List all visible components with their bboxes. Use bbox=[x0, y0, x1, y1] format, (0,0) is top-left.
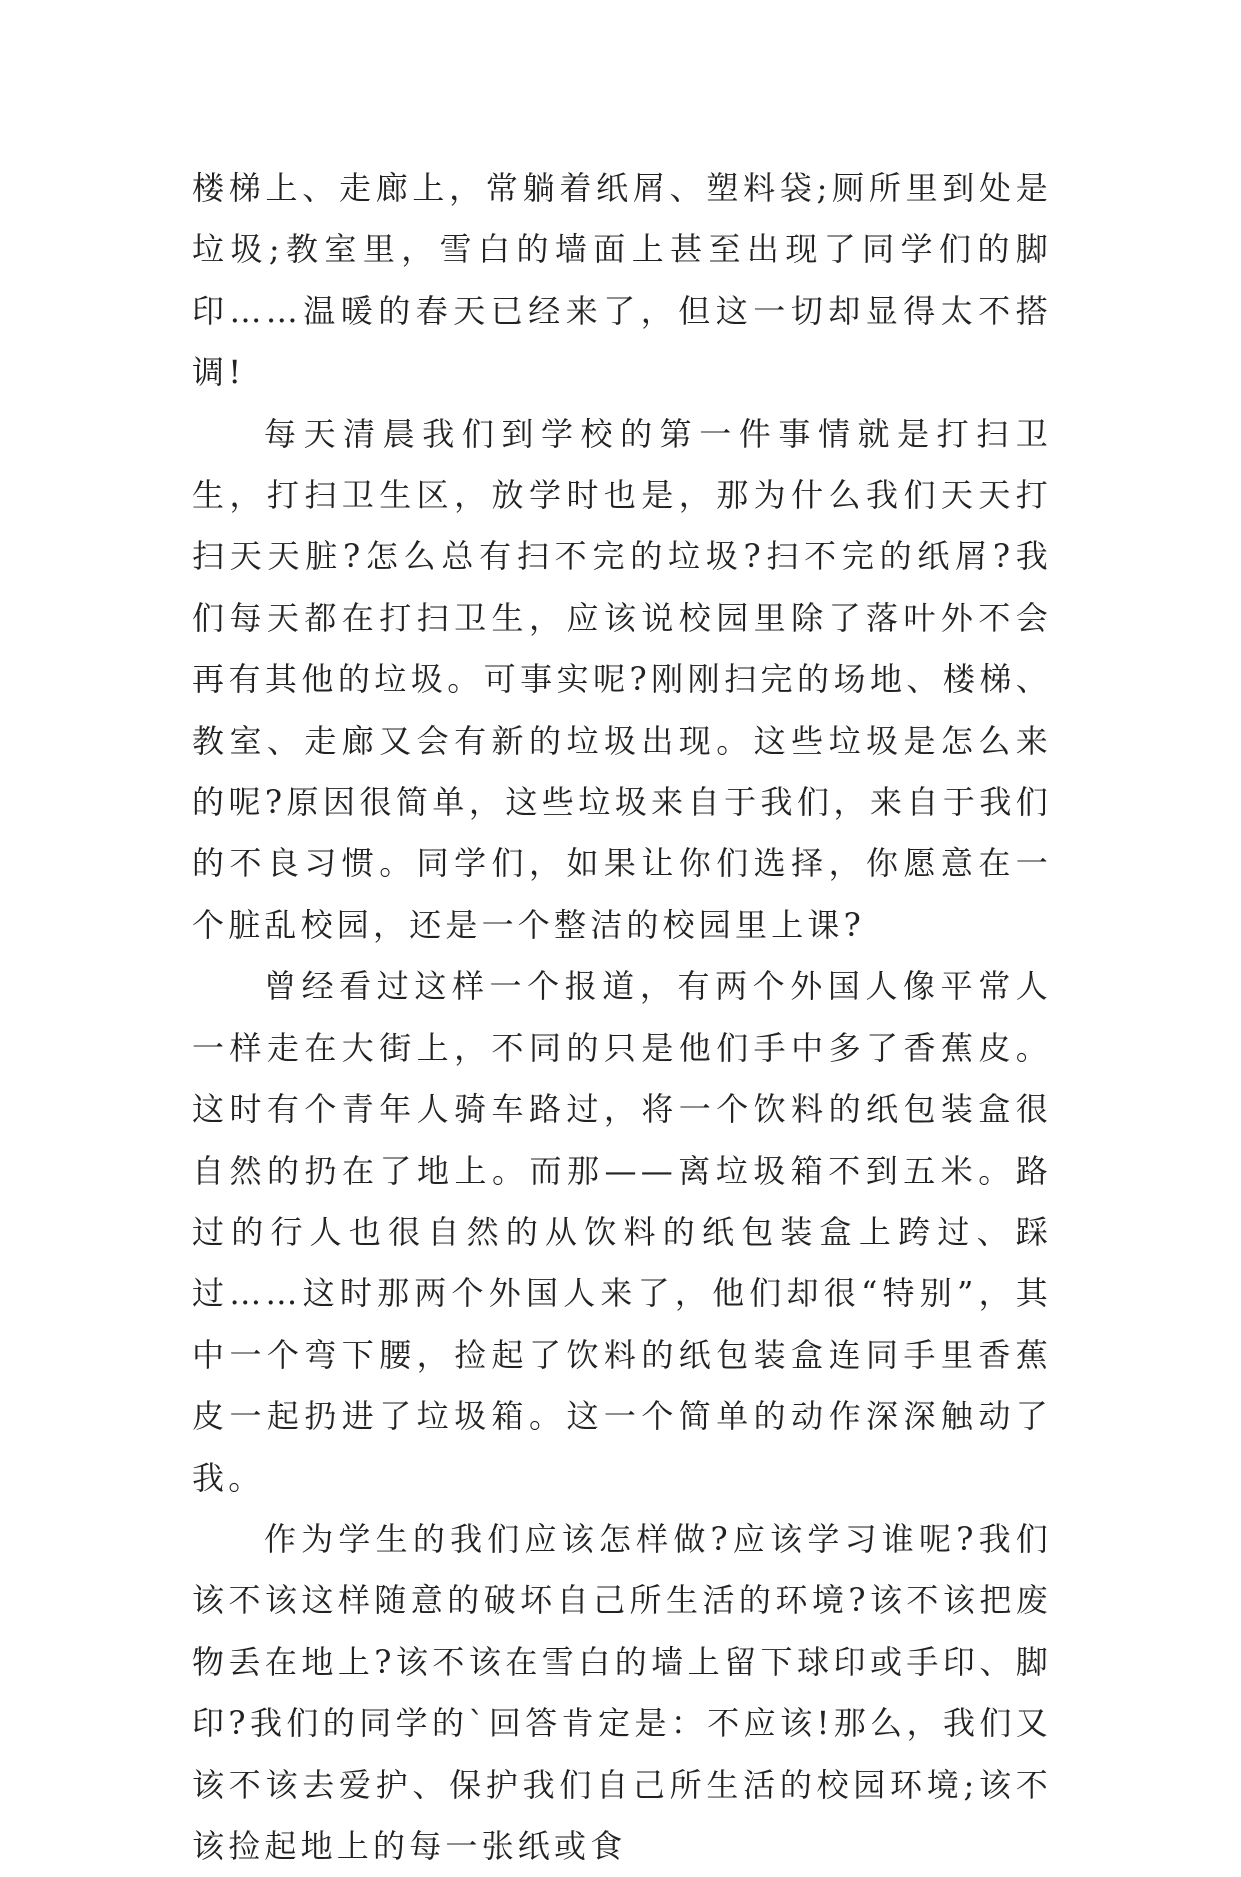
paragraph-4: 作为学生的我们应该怎样做?应该学习谁呢?我们该不该这样随意的破坏自己所生活的环境?该不该把废物丢在地上?该不该在雪白的墙上留下球印或手印、脚印?我们的同学的`回答肯定是：不应该!那么，我们又该不该去爱护、保护我们自己所生活的校园环境;该不该捡起地上的每一张纸或食 bbox=[192, 1519, 1052, 1865]
body-text bbox=[192, 158, 1052, 1877]
paragraph-1: 楼梯上、走廊上，常躺着纸屑、塑料袋;厕所里到处是垃圾;教室里，雪白的墙面上甚至出现了同学们的脚印……温暖的春天已经来了，但这一切却显得太不搭调! bbox=[192, 169, 1052, 392]
paragraph-3: 曾经看过这样一个报道，有两个外国人像平常人一样走在大街上，不同的只是他们手中多了香蕉皮。这时有个青年人骑车路过，将一个饮料的纸包装盒很自然的扔在了地上。而那——离垃圾箱不到五米。路过的行人也很自然的从饮料的纸包装盒上跨过、踩过……这时那两个外国人来了，他们却很“特别”，其中一个弯下腰，捡起了饮料的纸包装盒连同手里香蕉皮一起扔进了垃圾箱。这一个简单的动作深深触动了我。 bbox=[192, 967, 1052, 1497]
paragraph-2: 每天清晨我们到学校的第一件事情就是打扫卫生，打扫卫生区，放学时也是，那为什么我们天天打扫天天脏?怎么总有扫不完的垃圾?扫不完的纸屑?我们每天都在打扫卫生，应该说校园里除了落叶外不会再有其他的垃圾。可事实呢?刚刚扫完的场地、楼梯、教室、走廊又会有新的垃圾出现。这些垃圾是怎么来的呢?原因很简单，这些垃圾来自于我们，来自于我们的不良习惯。同学们，如果让你们选择，你愿意在一个脏乱校园，还是一个整洁的校园里上课? bbox=[192, 414, 1052, 944]
